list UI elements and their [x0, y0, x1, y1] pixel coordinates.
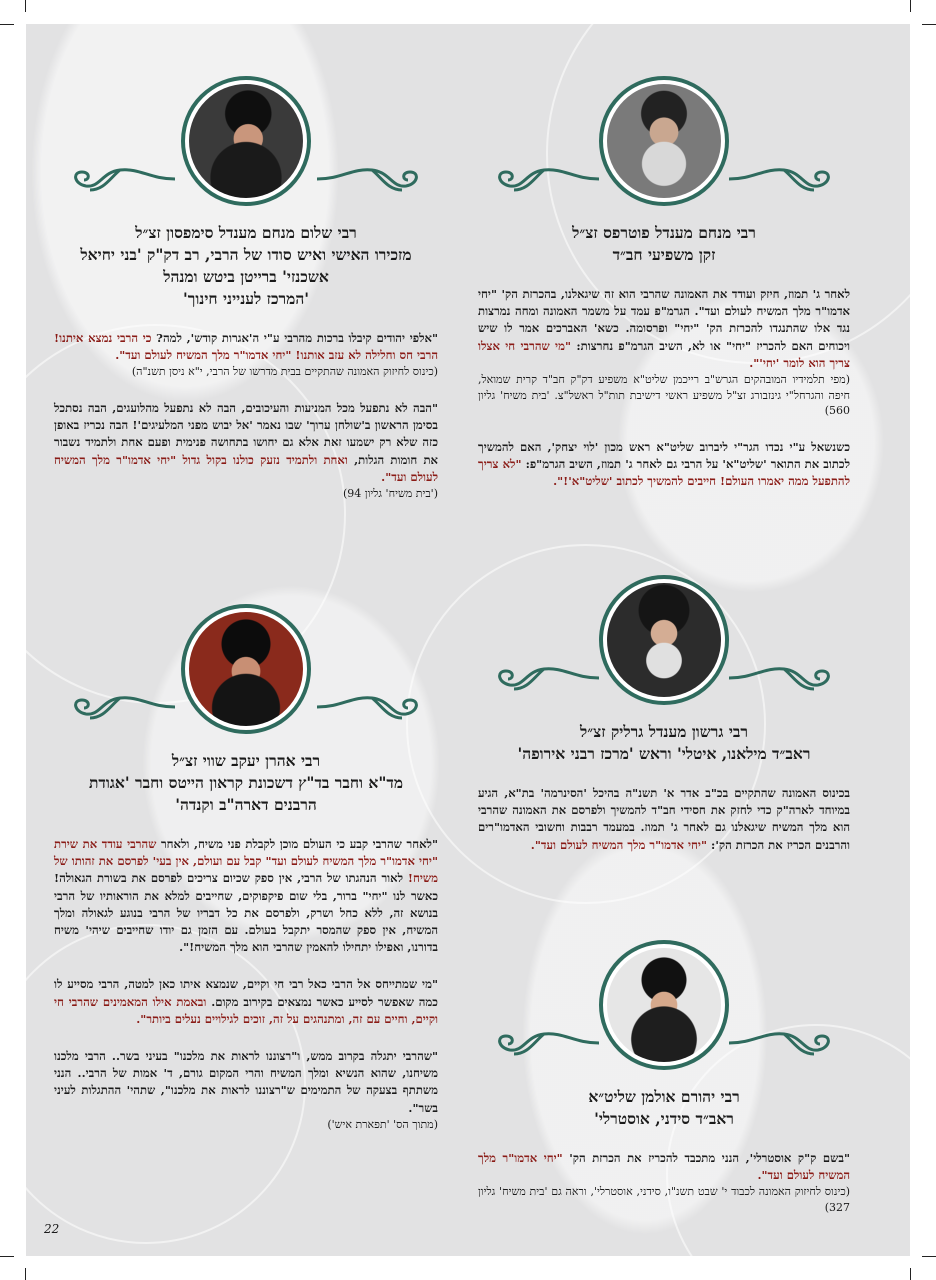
portrait-photo	[607, 84, 721, 198]
person-name: רבי מנחם מענדל פוטרפס זצ״ל	[572, 223, 756, 242]
person-name: רבי יהורם אולמן שליט״א	[588, 1087, 740, 1106]
entry-gurary	[478, 575, 850, 854]
person-role: 'המרכז לענייני חינוך'	[182, 289, 310, 308]
person-role: מזכירו האישי ואיש סודו של הרבי, רב דק"ק 'בני יחיאל	[80, 245, 412, 264]
ornament-flourish-icon	[312, 164, 432, 194]
quote-paragraph	[54, 836, 438, 956]
quote-highlight: "יחי אדמו"ר מלך המשיח לעולם ועד".	[478, 1151, 850, 1183]
portrait-ring	[181, 76, 311, 206]
crop-mark	[0, 24, 14, 25]
quote-paragraph	[54, 330, 438, 380]
portrait-ring	[599, 76, 729, 206]
quote-highlight: כי הרבי נמצא איתנו! הרבי חס וחלילה לא עזב אותנו! "יחי אדמו"ר מלך המשיח לעולם ועד".	[54, 331, 438, 363]
portrait-photo	[189, 84, 303, 198]
crop-mark	[0, 1256, 14, 1257]
quote-text: "הבה לא נתפעל מכל המניעות והעיכובים, הבה לא נתפעל מהלועגים, הבה נסתכל בסימן הראשון ב'שולחן ערוך' שבו נאמר 'אל יבוש מפני המלעיגים'! הבה נכריז באופן כזה שלא רק ישמעו זאת אלא גם יחושו בתחושה פנימית ופעם אחת ולתמיד נשבור את חומות הגלות,	[54, 400, 438, 467]
person-role: אשכנזי' ברייטן ביטש ומנהל	[163, 267, 329, 286]
source-note: (כינוס לחיזוק האמונה לכבוד י' שבט תשנ"ו, סידני, אוסטרלי', וראה גם 'בית משיח' גליון 327)	[478, 1185, 850, 1214]
ornament-flourish-icon	[60, 164, 180, 194]
quote-paragraph	[54, 976, 438, 1028]
source-note: (כינוס לחיזוק האמונה שהתקיים בבית מדרשו של הרבי, י"א ניסן תשנ"ה)	[131, 365, 438, 379]
person-role: מד"א וחבר בד"ץ דשכונת קראון הייטס וחבר 'אגודת	[88, 773, 404, 792]
quote-paragraph	[478, 439, 850, 491]
quote-text: לאחר ג' תמוז, חיזק ועודד את האמונה שהרבי הוא זה שיגאלנו, בהכרזת הק' "יחי אדמו"ר מלך המשיח לעולם ועד". הגרמ"פ עמד על משמר האמונה ומחה נמרצות נגד אלו שהתנגדו להכרזת הק' "יחי" ופרסומה. כשא' האברכים אמר לו שיש ויכוחים האם להכריז "יחי" או לא, השיב הגרמ"פ נחרצות:	[478, 287, 850, 353]
ornament-flourish-icon	[484, 1028, 604, 1058]
crop-mark	[910, 1268, 911, 1280]
quote-text: כשנשאל ע"י נכדו הגר"י ליברוב שליט"א ראש מכון 'לוי יצחק', האם להמשיך לכתוב את התואר 'שליט"א' על הרבי גם לאחר ג' תמוז, השיב הגרמ"פ:	[478, 439, 850, 471]
portrait-frame	[478, 940, 850, 1070]
person-role: הרבנים דארה"ב וקנדה'	[175, 795, 317, 814]
portrait-ring	[599, 940, 729, 1070]
source-note: (מתוך הס' 'תפארת איש')	[327, 1117, 438, 1131]
person-name: רבי שלום מנחם מענדל סימפסון זצ״ל	[135, 223, 357, 242]
portrait-frame	[54, 604, 438, 734]
entry-potrpas	[478, 76, 850, 490]
entry-ulman	[478, 940, 850, 1215]
quote-text: "אלפי יהודים קיבלו ברכות מהרבי ע"י ה'אגרות קודש', למה?	[151, 331, 438, 345]
ornament-flourish-icon	[724, 164, 844, 194]
quote-paragraph	[478, 286, 850, 419]
ornament-flourish-icon	[60, 692, 180, 722]
quote-highlight: ובאמת אילו המאמינים שהרבי חי וקיים, וחיים עם זה, ומתנהגים על זה, זוכים לגילויים נעלים ביותר".	[54, 994, 438, 1026]
person-role: ראב״ד סידני, אוסטרלי'	[594, 1109, 734, 1128]
quote-text: בכינוס האמונה שהתקיים בכ"ב אדר א' תשנ"ה בהיכל 'הסינרמה' בת"א, הגיע במיוחד לארה"ק כדי לחזק את חסידי חב"ד להמשיך ולפרסם את האמונה שהרבי הוא מלך המשיח שיגאלנו גם לאחר ג' תמוז. במעמד רבבות וחשובי האדמו"רים והרבנים הכריז את הכרזת הק':	[478, 786, 850, 852]
quote-paragraph	[478, 785, 850, 854]
crop-mark	[922, 1256, 936, 1257]
ornament-flourish-icon	[724, 1028, 844, 1058]
crop-mark	[25, 0, 26, 12]
source-note: ('בית משיח' גליון 94)	[342, 486, 438, 500]
quote-text: "בשם ק"ק אוסטרלי', הנני מתכבד להכריז את הכרזת הק'	[562, 1151, 850, 1165]
person-name: רבי אהרן יעקב שווי זצ״ל	[171, 751, 321, 770]
ornament-flourish-icon	[484, 663, 604, 693]
person-name: רבי גרשון מענדל גרליק זצ״ל	[580, 722, 748, 741]
crop-mark	[25, 1268, 26, 1280]
ornament-flourish-icon	[312, 692, 432, 722]
portrait-frame	[54, 76, 438, 206]
quote-highlight: ואחת ולתמיד נזעק כולנו בקול גדול "יחי אדמו"ר מלך המשיח לעולם ועד".	[54, 452, 438, 484]
quote-text: "מי שמתייחס אל הרבי כאל רבי חי וקיים, שנמצא איתו כאן למטה, הרבי מסייע לו כמה שאפשר לסייע כאשר נמצאים בקירוב מקום.	[54, 977, 438, 1009]
portrait-ring	[599, 575, 729, 705]
crop-mark	[910, 0, 911, 12]
source-note: (מפי תלמידיו המובהקים הגרש"ב רייכמן שליט"א משפיע דק"ק חב"ד קרית שמואל, חיפה והגרחל"י גינזבורג זצ"ל משפיע ראשי דישיבת תות"ל ראשל"צ. 'בית משיח' גליון 560)	[478, 373, 850, 418]
ornament-flourish-icon	[724, 663, 844, 693]
portrait-photo	[607, 583, 721, 697]
quote-text: לאור הנהגתו של הרבי, אין ספק שכיום צריכים לפרסם את בשורת הגאולה! כאשר לנו "יחי" ברור, בלי שום פיקפוקים, שחייבים למלא את הוראותיו של הרבי בנושא זה, ללא כחל ושרק, ולפרסם את כל דבריו של הרבי בנוגע לגאולה ומלך המשיח, אין ספק שהמסר יתקבל בעולם. עם הזמן גם יודו שחייבים שיהי' משיח בדורנו, ואפילו יתחילו להאמין שהרבי הוא מלך המשיח!".	[54, 871, 438, 955]
ornament-flourish-icon	[484, 164, 604, 194]
portrait-photo	[607, 948, 721, 1062]
quote-highlight: "לא צריך להתפעל ממה יאמרו העולם! חייבים להמשיך לכתוב 'שליט"א'!".	[478, 456, 850, 488]
quote-highlight: "מי שהרבי חי אצלו צריך הוא לומר 'יחי'".	[478, 338, 850, 370]
quote-text: "לאחר שהרבי קבע כי העולם מוכן לקבלת פני משיח, ולאחר	[156, 837, 438, 851]
page-number: 22	[44, 1222, 60, 1236]
portrait-ring	[181, 604, 311, 734]
quote-paragraph	[478, 1150, 850, 1215]
entry-schwei	[54, 604, 438, 1132]
quote-highlight: "יחי אדמו"ר מלך המשיח לעולם ועד".	[530, 837, 707, 852]
crop-mark	[922, 24, 936, 25]
entry-simpson	[54, 76, 438, 501]
quote-paragraph	[54, 1048, 438, 1132]
portrait-frame	[478, 76, 850, 206]
quote-text: "שהרבי יתגלה בקרוב ממש, ו"רצוננו לראות את מלכנו" בעיני בשר.. הרבי מלכנו משיחנו, שהוא הנשיא ומלך המשיח והרי המקום גורם, ד' אמות של הרבי.. הנני משתתף בצעקה של התמימים ש"רצוננו לראות את מלכנו", שתהי' ההתגלות לעיני בשר".	[54, 1049, 438, 1115]
quote-paragraph	[54, 400, 438, 502]
person-role: ראב״ד מילאנו, איטלי' וראש 'מרכז רבני אירופה'	[517, 744, 811, 763]
portrait-photo	[189, 612, 303, 726]
portrait-frame	[478, 575, 850, 705]
person-role: זקן משפיעי חב״ד	[612, 245, 716, 264]
quote-highlight: שהרבי עודד את שירת "יחי אדמו"ר מלך המשיח לעולם ועד" קבל עם ועולם, אין בעי' לפרסם את זהותו של משיח!	[54, 837, 438, 886]
